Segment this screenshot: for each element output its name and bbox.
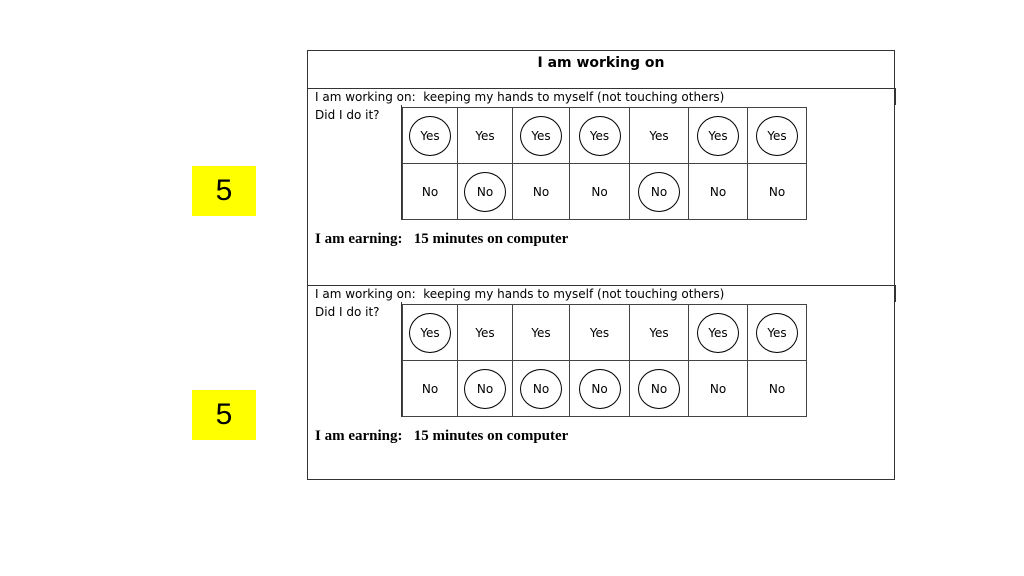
circle-mark (756, 313, 798, 353)
circle-mark (638, 172, 680, 212)
no-option: No (650, 184, 668, 199)
circle-mark (697, 116, 739, 156)
no-option: No (650, 381, 668, 396)
circle-mark (579, 369, 621, 409)
circle-mark (638, 369, 680, 409)
yes-option: Yes (767, 325, 787, 340)
no-cell[interactable] (513, 361, 570, 417)
no-option: No (591, 381, 608, 396)
circle-mark (579, 116, 621, 156)
no-option: No (421, 184, 439, 199)
yes-option: Yes (475, 325, 495, 340)
yes-no-grid (402, 107, 807, 220)
did-i-do-it-label: Did I do it? (315, 305, 380, 319)
no-cell[interactable] (513, 164, 570, 220)
goal-text: I am working on: keeping my hands to myself (not touching others) (315, 90, 725, 104)
no-option: No (421, 381, 439, 396)
yes-cell[interactable] (689, 108, 748, 164)
circle-mark (756, 116, 798, 156)
chart-title: I am working on (537, 55, 665, 71)
no-option: No (591, 184, 608, 199)
no-cell[interactable] (689, 164, 748, 220)
no-option: No (476, 381, 494, 396)
no-cell[interactable] (403, 361, 458, 417)
did-i-do-it-label: Did I do it? (315, 108, 380, 122)
yes-cell[interactable] (458, 108, 513, 164)
yes-cell[interactable] (630, 108, 689, 164)
yes-option: Yes (589, 325, 610, 340)
no-cell[interactable] (630, 164, 689, 220)
yes-option: Yes (531, 128, 551, 143)
circle-mark (464, 369, 506, 409)
no-cell[interactable] (458, 361, 513, 417)
yes-cell[interactable] (570, 108, 630, 164)
no-option: No (709, 184, 727, 199)
no-option: No (532, 381, 550, 396)
yes-cell[interactable] (689, 305, 748, 361)
no-row (403, 164, 807, 220)
no-cell[interactable] (570, 361, 630, 417)
circle-mark (697, 313, 739, 353)
section-divider (308, 285, 896, 286)
yes-option: Yes (649, 128, 669, 143)
yes-option: Yes (475, 128, 495, 143)
no-row (403, 361, 807, 417)
circle-mark (409, 116, 451, 156)
yes-cell[interactable] (630, 305, 689, 361)
circle-mark (464, 172, 506, 212)
yes-option: Yes (708, 128, 728, 143)
no-cell[interactable] (689, 361, 748, 417)
no-cell[interactable] (748, 361, 807, 417)
yes-cell[interactable] (570, 305, 630, 361)
yes-option: Yes (708, 325, 728, 340)
goal-text: I am working on: keeping my hands to myself (not touching others) (315, 287, 725, 301)
earning-text: I am earning: 15 minutes on computer (315, 231, 569, 247)
yes-cell[interactable] (513, 305, 570, 361)
yes-option: Yes (531, 325, 551, 340)
no-option: No (476, 184, 494, 199)
circle-mark (520, 369, 562, 409)
yes-no-grid (402, 304, 807, 417)
yes-option: Yes (420, 325, 440, 340)
yes-option: Yes (589, 128, 610, 143)
yes-cell[interactable] (513, 108, 570, 164)
no-cell[interactable] (748, 164, 807, 220)
no-cell[interactable] (403, 164, 458, 220)
no-cell[interactable] (458, 164, 513, 220)
yes-option: Yes (649, 325, 669, 340)
yes-cell[interactable] (748, 305, 807, 361)
yes-cell[interactable] (403, 108, 458, 164)
yes-option: Yes (420, 128, 440, 143)
no-option: No (709, 381, 727, 396)
yes-cell[interactable] (403, 305, 458, 361)
yes-row (403, 108, 807, 164)
no-option: No (532, 184, 550, 199)
score-box-2: 5 (192, 390, 256, 440)
no-cell[interactable] (570, 164, 630, 220)
circle-mark (520, 116, 562, 156)
yes-cell[interactable] (458, 305, 513, 361)
score-box-1: 5 (192, 166, 256, 216)
yes-cell[interactable] (748, 108, 807, 164)
section-divider (308, 88, 896, 89)
no-cell[interactable] (630, 361, 689, 417)
behavior-chart (307, 50, 895, 480)
yes-row (403, 305, 807, 361)
circle-mark (409, 313, 451, 353)
yes-option: Yes (767, 128, 787, 143)
no-option: No (768, 381, 786, 396)
no-option: No (768, 184, 786, 199)
earning-text: I am earning: 15 minutes on computer (315, 428, 569, 444)
